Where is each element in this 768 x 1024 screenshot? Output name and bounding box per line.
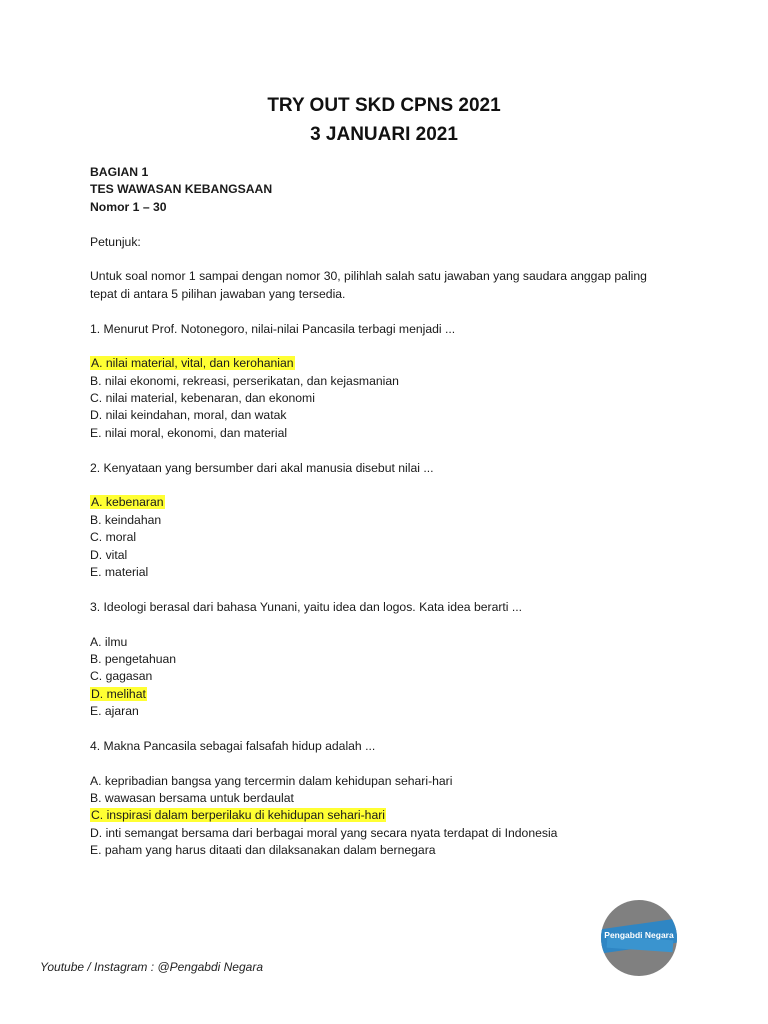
question-range: Nomor 1 – 30: [90, 199, 167, 214]
question-text: 3. Ideologi berasal dari bahasa Yunani, yaitu idea dan logos. Kata idea berarti ...: [90, 599, 523, 614]
option-correct: A. nilai material, vital, dan kerohanian: [91, 356, 294, 371]
pengabdi-negara-logo: [601, 900, 677, 976]
option: C. gagasan: [90, 669, 153, 684]
instruction-text-1: Untuk soal nomor 1 sampai dengan nomor 30, pilihlah salah satu jawaban yang saudara anggap paling: [90, 269, 647, 284]
subtest-heading: TES WAWASAN KEBANGSAAN: [90, 182, 273, 197]
option: C. nilai material, kebenaran, dan ekonomi: [90, 391, 315, 406]
option: B. keindahan: [90, 512, 162, 527]
option: A. kepribadian bangsa yang tercermin dalam kehidupan sehari-hari: [90, 773, 453, 788]
question-3: [90, 599, 710, 721]
section-heading: BAGIAN 1: [90, 165, 149, 179]
document-date: 3 JANUARI 2021: [310, 124, 458, 145]
option-correct: D. melihat: [91, 686, 146, 701]
social-handle: Youtube / Instagram : @Pengabdi Negara: [40, 960, 263, 974]
instruction-text-2: tepat di antara 5 pilihan jawaban yang tersedia.: [90, 286, 346, 301]
option: E. material: [90, 564, 149, 579]
option: B. pengetahuan: [90, 651, 177, 666]
option: E. ajaran: [90, 704, 139, 719]
question-text: 4. Makna Pancasila sebagai falsafah hidup adalah ...: [90, 738, 376, 753]
option-correct: C. inspirasi dalam berperilaku di kehidupan sehari-hari: [91, 808, 386, 823]
logo-text: Pengabdi Negara: [604, 930, 674, 940]
question-2: [90, 460, 710, 582]
option: E. paham yang harus ditaati dan dilaksanakan dalam bernegara: [90, 843, 436, 858]
option: B. nilai ekonomi, rekreasi, perserikatan, dan kejasmanian: [90, 373, 399, 388]
document-title: TRY OUT SKD CPNS 2021: [267, 95, 501, 116]
option-correct: A. kebenaran: [91, 495, 164, 510]
option: D. vital: [90, 547, 128, 562]
question-4: [90, 738, 710, 860]
option: E. nilai moral, ekonomi, dan material: [90, 425, 288, 440]
instruction-label: Petunjuk:: [90, 234, 141, 249]
option: D. nilai keindahan, moral, dan watak: [90, 408, 287, 423]
option: C. moral: [90, 530, 137, 545]
question-text: 1. Menurut Prof. Notonegoro, nilai-nilai Pancasila terbagi menjadi ...: [90, 321, 456, 336]
option: D. inti semangat bersama dari berbagai moral yang secara nyata terdapat di Indonesia: [90, 825, 558, 840]
question-text: 2. Kenyataan yang bersumber dari akal manusia disebut nilai ...: [90, 460, 434, 475]
option: B. wawasan bersama untuk berdaulat: [90, 791, 294, 806]
option: A. ilmu: [90, 634, 128, 649]
document-body: [90, 164, 710, 860]
question-1: [90, 321, 710, 443]
